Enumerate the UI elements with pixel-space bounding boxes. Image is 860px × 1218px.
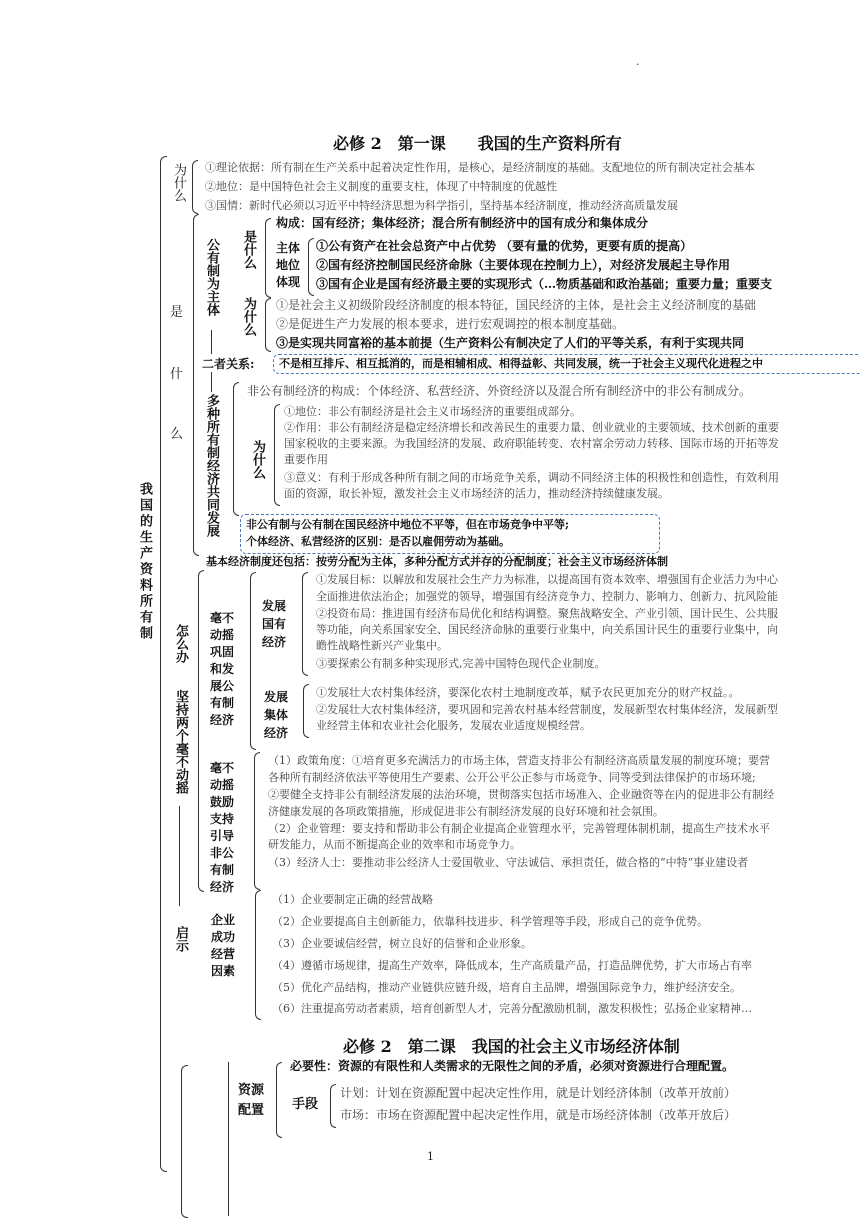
- nonpublic-note-2: 个体经济、私营经济的区别：是否以雇佣劳动为基础。: [246, 535, 510, 548]
- inspire-line-1: （1）企业要制定正确的经营战略: [272, 893, 433, 906]
- main-pos-brace: [308, 238, 314, 296]
- page-number: 1: [427, 1150, 434, 1163]
- state-line-3: ②投资布局：推进国有经济布局优化和结构调整。聚焦战略安全、产业引领、国计民生、公共服: [316, 607, 778, 620]
- nonpublic-brace: [233, 382, 239, 516]
- inspire-line-2: （2）企业要提高自主创新能力，依靠科技进步、科学管理等手段，形成自己的竞争优势。: [272, 915, 708, 928]
- state-line-4: 等功能，向关系国家安全、国民经济命脉的重要行业集中，向关系国计民生的重要行业集中，向: [316, 623, 778, 636]
- collective-label: 发展集体经济: [264, 690, 289, 740]
- header-mark: ·: [636, 58, 640, 71]
- nonpublic-line-4: 重要作用: [284, 453, 328, 466]
- public-why-2: ②是促进生产力发展的根本要求，进行宏观调控的根本制度基础。: [276, 317, 625, 331]
- relation-text: 不是相互排斥、相互抵消的，而是相辅相成、相得益彰、共同发展，统一于社会主义现代化进程之中: [279, 357, 763, 370]
- nonpublic-arrow: [211, 372, 212, 392]
- state-line-5: 瞻性战略性新兴产业集中。: [316, 639, 448, 652]
- public-what-brace: [265, 218, 271, 298]
- how-arrow: [179, 806, 180, 906]
- nonpublic-why-label: 为什么: [250, 440, 265, 479]
- why-line-1: ①理论依据：所有制在生产关系中起着决定性作用，是核心，是经济制度的基础。支配地位的所有制决定社会基本: [205, 161, 755, 174]
- encourage-line-3: ②要健全支持非公有制经济发展的法治环境，贯彻落实包括市场准入、企业融资等在内的促进非公有制经: [268, 788, 774, 801]
- inspire-brace: [255, 890, 261, 1020]
- state-label: 发展国有经济: [262, 599, 287, 649]
- nonpublic-line-6: 面的资源，取长补短，激发社会主义市场经济的活力，推动经济持续健康发展。: [284, 487, 669, 500]
- inspire-label: 启示: [173, 926, 188, 952]
- public-why-1: ①是社会主义初级阶段经济制度的根本特征，国民经济的主体，是社会主义经济制度的基础: [276, 298, 757, 312]
- how-label: 怎么办: [173, 624, 188, 663]
- inspire-line-5: （5）优化产品结构，推动产业链供应链升级，培育自主品牌，增强国际竞争力，维护经济安全。: [272, 981, 741, 994]
- encourage-line-1: （1）政策角度：①培育更多充满活力的市场主体，营造支持非公有制经济高质量发展的制度环境；要营: [268, 754, 770, 767]
- factor-label: 企业成功经营因素: [211, 913, 236, 978]
- nonpublic-line-1: ①地位：非公有制经济是社会主义市场经济的重要组成部分。: [284, 405, 581, 418]
- lesson1-title: 必修 2 第一课 我国的生产资料所有: [333, 134, 622, 153]
- means-brace: [330, 1084, 336, 1128]
- state-line-1: ①发展目标：以解放和发展社会生产力为标准，以提高国有资本效率、增强国有企业活力为中心: [316, 573, 778, 586]
- nonpublic-line-3: 国家税收的主要来源。为我国经济的发展、政府职能转变、农村富余劳动力转移、国际市场的开拓等发: [284, 437, 779, 450]
- state-brace: [302, 572, 308, 676]
- inspire-line-3: （3）企业要诚信经营，树立良好的信誉和企业形象。: [272, 937, 532, 950]
- public-why-label: 为什么: [241, 297, 256, 336]
- why-line-3: ③国情：新时代必须以习近平中特经济思想为科学指引，坚持基本经济制度，推动经济高质量发展: [205, 199, 678, 212]
- encourage-label: 毫不动摇鼓励支持引导非公有制经济: [210, 761, 235, 894]
- how-brace: [198, 570, 204, 892]
- what-brace: [193, 214, 199, 556]
- why-line-2: ②地位：是中国特色社会主义制度的重要支柱，体现了中特制度的优越性: [205, 180, 557, 193]
- public-arrow: [211, 330, 212, 354]
- lesson2-title: 必修 2 第二课 我国的社会主义市场经济体制: [343, 1037, 680, 1056]
- public-label: 公有制为主体: [204, 238, 219, 316]
- encourage-line-7: （3）经济人士：要推动非公经济人士爱国敬业、守法诚信、承担责任，做合格的“中特”事业建设者: [268, 856, 749, 869]
- nonpublic-line-5: ③意义：有利于形成各种所有制之间的市场竞争关系，调动不同经济主体的积极性和创造性，有效利用: [284, 471, 779, 484]
- state-line-6: ③要探索公有制多种实现形式,完善中国特色现代企业制度。: [316, 657, 606, 670]
- encourage-brace: [254, 752, 260, 890]
- nonpublic-composition: 非公有制经济的构成：个体经济、私营经济、外资经济以及混合所有制经济中的非公有制成分。: [247, 384, 752, 398]
- public-why-brace: [265, 298, 271, 352]
- encourage-line-2: 各种所有制经济依法平等使用生产要素、公开公平公正参与市场竞争、同等受到法律保护的市场环境;: [268, 771, 756, 784]
- means-1: 计划：计划在资源配置中起决定性作用，就是计划经济体制（改革开放前）: [340, 1086, 737, 1100]
- collective-line-3: 业经营主体和农业社会化服务，发展农业适度规模经营。: [316, 719, 591, 732]
- main-pos-1: ①公有资产在社会总资产中占优势 （要有量的优势，更要有质的提高）: [316, 239, 693, 253]
- necessity: 必要性：资源的有限性和人类需求的无限性之间的矛盾，必须对资源进行合理配置。: [290, 1059, 735, 1073]
- consolidate-brace: [250, 572, 256, 750]
- lesson2-root-brace: [181, 1065, 188, 1218]
- inspire-line-6: （6）注重提高劳动者素质，培育创新型人才，完善分配激励机制，激发积极性；弘扬企业家精神…: [272, 1002, 752, 1015]
- inspire-line-4: （4）遵循市场规律，提高生产效率，降低成本，生产高质量产品，打造品牌优势，扩大市场占有率: [272, 959, 752, 972]
- public-what-label: 是什么: [241, 230, 256, 269]
- lesson2-inner-line: [228, 1062, 229, 1216]
- public-why-3: ③是实现共同富裕的基本前提（生产资料公有制决定了人们的平等关系，有利于实现共同: [276, 336, 745, 350]
- what-label-1: 是: [170, 305, 184, 320]
- encourage-line-4: 济健康发展的各项政策措施，形成促进非公有制经济发展的良好环境和社会氛围。: [268, 805, 664, 818]
- public-composition: 构成：国有经济；集体经济；混合所有制经济中的国有成分和集体成分: [276, 216, 649, 230]
- collective-line-2: ②发展壮大农村集体经济，要巩固和完善农村基本经营制度，发展新型农村集体经济，发展新型: [316, 703, 778, 716]
- collective-line-1: ①发展壮大农村集体经济，要深化农村土地制度改革，赋予农民更加充分的财产权益。。: [316, 686, 740, 699]
- resource-brace: [276, 1062, 282, 1138]
- nonpublic-why-brace: [274, 404, 280, 506]
- what-label-3: 么: [170, 427, 184, 442]
- root-brace: [160, 156, 167, 1172]
- means-2: 市场：市场在资源配置中起决定性作用，就是市场经济体制（改革开放后）: [340, 1108, 737, 1122]
- resource-label: 资源配置: [238, 1083, 265, 1118]
- consolidate-label: 毫不动摇巩固和发展公有制经济: [210, 611, 235, 727]
- encourage-line-6: 研发能力，从而不断提高企业的效率和市场竞争力。: [268, 838, 521, 851]
- nonpublic-note-1: 非公有制与公有制在国民经济中地位不平等，但在市场竞争中平等;: [246, 518, 570, 531]
- nonpublic-label: 多种所有制经济共同发展: [204, 394, 219, 537]
- main-pos-2: ②国有经济控制国民经济命脉（主要体现在控制力上），对经济发展起主导作用: [316, 258, 731, 272]
- collective-brace: [303, 684, 309, 738]
- why-brace: [192, 160, 198, 214]
- relation-label: 二者关系:: [202, 357, 255, 371]
- why-label: 为什么: [171, 163, 186, 202]
- state-line-2: 全面推进依法治企；加强党的领导，增强国有经济竞争力、控制力、影响力、创新力、抗风险能: [316, 590, 778, 603]
- basic-system: 基本经济制度还包括：按劳分配为主体，多种分配方式并存的分配制度；社会主义市场经济体制: [206, 555, 668, 568]
- encourage-line-5: （2）企业管理：要支持和帮助非公有制企业提高企业管理水平，完善管理体制机制，提高生产技术水平: [268, 822, 770, 835]
- root-label: 我国的生产资料所有制: [137, 482, 152, 642]
- main-pos-3: ③国有企业是国有经济最主要的实现形式（…物质基础和政治基础；重要力量；重要支: [316, 277, 773, 291]
- how-sub-label: 坚持两个毫不动摇: [173, 690, 188, 794]
- what-label-2: 什: [170, 367, 184, 382]
- main-pos-label: 主体地位体现: [276, 241, 301, 289]
- means-label: 手段: [292, 1097, 319, 1112]
- nonpublic-line-2: ②作用：非公有制经济是稳定经济增长和改善民生的重要力量、创业就业的主要领域、技术创新的重要: [284, 421, 779, 434]
